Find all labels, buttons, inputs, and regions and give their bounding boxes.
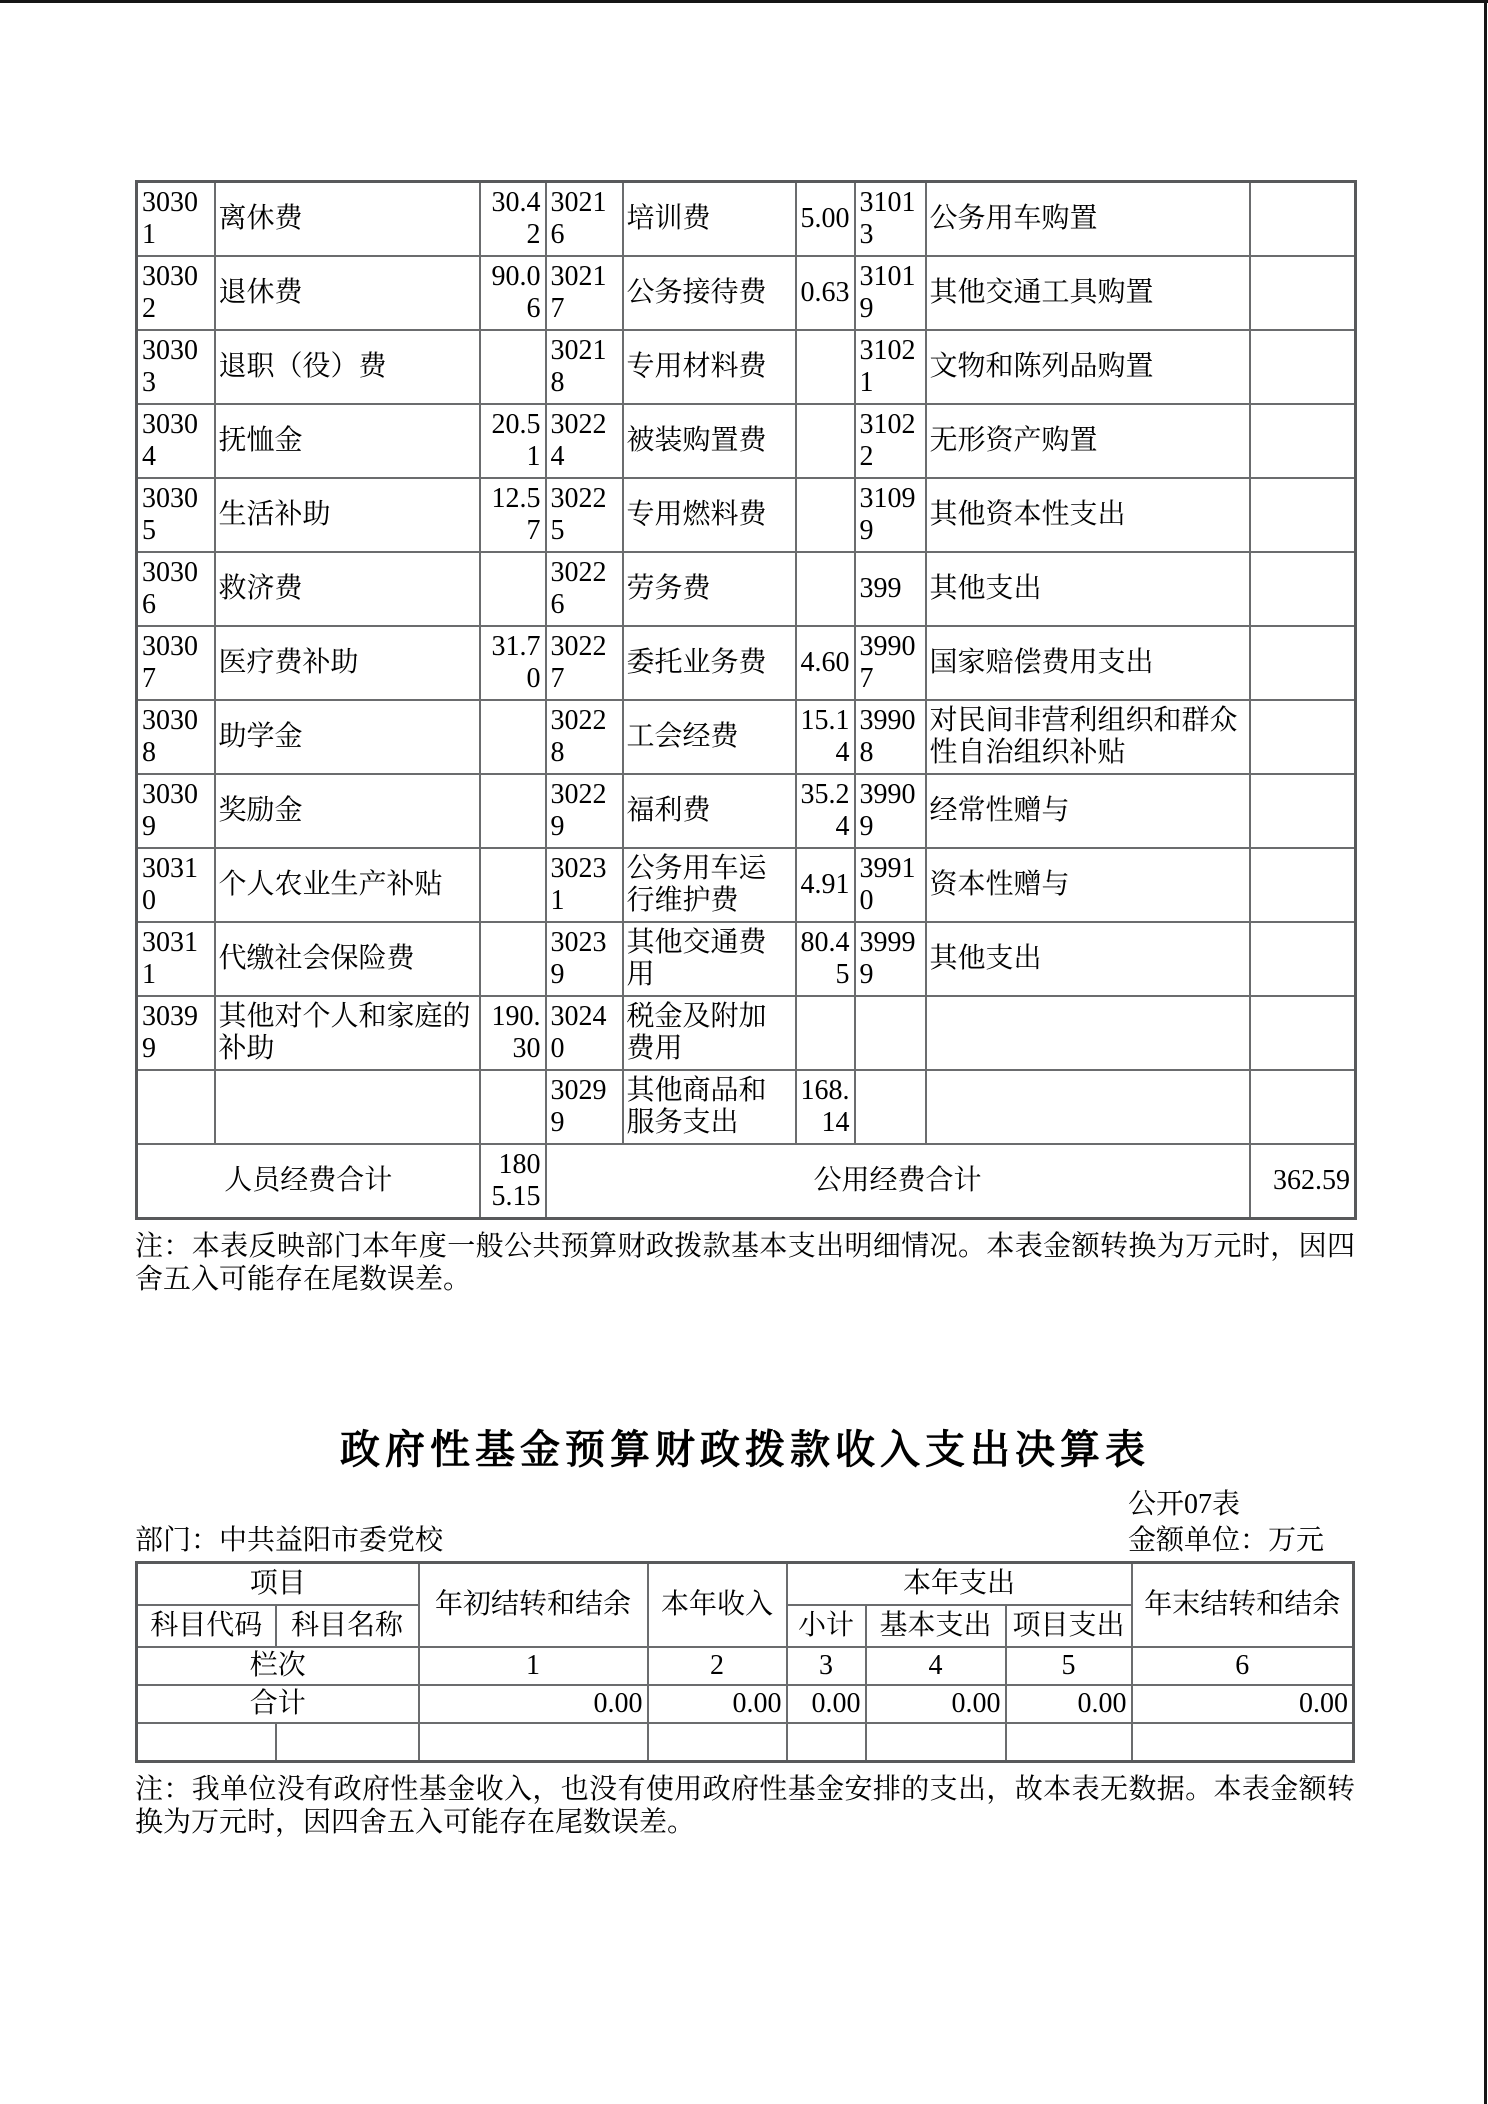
subject-code-cell: 39908 [855,700,926,774]
amount-cell: 12.57 [480,478,546,552]
subject-code-cell: 30227 [546,626,623,700]
subject-name-cell: 专用燃料费 [623,478,796,552]
page-title: 政府性基金预算财政拨款收入支出决算表 [340,1427,1150,1472]
amount-cell [1250,774,1356,848]
amount-cell [480,552,546,626]
page-border-right-line [1484,0,1487,2104]
amount-cell: 168.14 [796,1070,855,1144]
subject-code-cell: 39999 [855,922,926,996]
subject-name-cell: 专用材料费 [623,330,796,404]
subject-name-cell: 经常性赠与 [926,774,1250,848]
empty-cell [276,1723,419,1762]
amount-cell: 5.00 [796,182,855,257]
subject-name-cell: 劳务费 [623,552,796,626]
header-current-expenditure: 本年支出 [787,1563,1132,1606]
table-row [137,996,1356,1070]
subject-name-cell [926,996,1250,1070]
subject-code-cell [137,1070,215,1144]
subject-name-cell: 委托业务费 [623,626,796,700]
table-row [137,552,1356,626]
personnel-total-value: 1805.15 [480,1144,546,1219]
amount-cell: 31.70 [480,626,546,700]
subject-name-cell: 国家赔偿费用支出 [926,626,1250,700]
amount-cell [1250,700,1356,774]
amount-cell: 190.30 [480,996,546,1070]
table-row [137,774,1356,848]
amount-cell [480,330,546,404]
amount-cell [480,774,546,848]
subject-name-cell: 其他支出 [926,552,1250,626]
subject-code-cell: 39910 [855,848,926,922]
subject-code-cell: 30309 [137,774,215,848]
subject-name-cell: 其他交通费用 [623,922,796,996]
amount-cell [1250,922,1356,996]
subject-name-cell: 助学金 [215,700,480,774]
subject-code-cell: 399 [855,552,926,626]
subject-name-cell: 其他对个人和家庭的补助 [215,996,480,1070]
subject-code-cell: 30239 [546,922,623,996]
column-index-cell: 4 [866,1647,1006,1685]
subject-code-cell: 30307 [137,626,215,700]
subject-name-cell: 对民间非营利组织和群众性自治组织补贴 [926,700,1250,774]
amount-cell [1250,478,1356,552]
table-row [137,922,1356,996]
subject-code-cell: 30299 [546,1070,623,1144]
table1-note: 注：本表反映部门本年度一般公共预算财政拨款基本支出明细情况。本表金额转换为万元时，因四舍五入可能存在尾数误差。 [135,1231,1355,1295]
amount-cell [480,848,546,922]
subject-code-cell: 30240 [546,996,623,1070]
empty-cell [1132,1723,1354,1762]
empty-cell [787,1723,866,1762]
subject-code-cell: 30231 [546,848,623,922]
subject-code-cell: 39909 [855,774,926,848]
subject-name-cell: 其他交通工具购置 [926,256,1250,330]
table-row [137,182,1356,257]
total-value-cell: 0.00 [419,1685,648,1723]
table-row [137,330,1356,404]
amount-cell [480,700,546,774]
subject-code-cell: 30226 [546,552,623,626]
empty-cell [648,1723,787,1762]
subject-name-cell: 退职（役）费 [215,330,480,404]
column-index-cell: 1 [419,1647,648,1685]
column-index-cell: 5 [1006,1647,1132,1685]
subject-code-cell: 31019 [855,256,926,330]
header-closing-balance: 年末结转和结余 [1132,1563,1354,1648]
subject-code-cell: 31022 [855,404,926,478]
column-index-cell: 3 [787,1647,866,1685]
table-row [137,626,1356,700]
subject-code-cell: 30308 [137,700,215,774]
subject-code-cell: 30225 [546,478,623,552]
header-current-income: 本年收入 [648,1563,787,1648]
subject-code-cell: 30217 [546,256,623,330]
header-subject-code: 科目代码 [137,1605,276,1647]
page-content [135,180,1355,1839]
subject-code-cell: 31013 [855,182,926,257]
header-basic-expenditure: 基本支出 [866,1605,1006,1647]
header-row [137,1563,1354,1606]
amount-cell: 20.51 [480,404,546,478]
subject-code-cell: 30399 [137,996,215,1070]
totals-row [137,1144,1356,1219]
subject-code-cell: 30301 [137,182,215,257]
amount-cell: 15.14 [796,700,855,774]
amount-cell [796,404,855,478]
subject-name-cell: 福利费 [623,774,796,848]
total-value-cell: 0.00 [1132,1685,1354,1723]
empty-row [137,1723,1354,1762]
subject-code-cell: 30305 [137,478,215,552]
total-value-cell: 0.00 [648,1685,787,1723]
table-row [137,256,1356,330]
amount-cell [796,330,855,404]
header-project: 项目 [137,1563,419,1606]
amount-cell: 35.24 [796,774,855,848]
public-total-label: 公用经费合计 [546,1144,1250,1219]
amount-cell [1250,552,1356,626]
subject-name-cell: 退休费 [215,256,480,330]
empty-cell [1006,1723,1132,1762]
column-index-cell: 2 [648,1647,787,1685]
subject-code-cell: 30303 [137,330,215,404]
subject-code-cell: 30304 [137,404,215,478]
amount-cell: 4.60 [796,626,855,700]
subject-name-cell: 文物和陈列品购置 [926,330,1250,404]
subject-name-cell: 公务用车购置 [926,182,1250,257]
amount-cell: 0.63 [796,256,855,330]
table-row [137,848,1356,922]
subject-name-cell: 工会经费 [623,700,796,774]
table-number-label: 公开07表 [1128,1489,1241,1520]
column-index-row [137,1647,1354,1685]
total-row [137,1685,1354,1723]
subject-code-cell: 39907 [855,626,926,700]
column-index-label: 栏次 [137,1647,419,1685]
amount-cell [1250,330,1356,404]
subject-code-cell [855,996,926,1070]
page-border-top-line [0,0,1488,3]
subject-code-cell: 30216 [546,182,623,257]
subject-name-cell [215,1070,480,1144]
subject-name-cell: 个人农业生产补贴 [215,848,480,922]
total-value-cell: 0.00 [787,1685,866,1723]
empty-cell [866,1723,1006,1762]
subject-name-cell: 被装购置费 [623,404,796,478]
subject-name-cell: 资本性赠与 [926,848,1250,922]
table-row [137,404,1356,478]
subject-code-cell: 30310 [137,848,215,922]
amount-cell [1250,256,1356,330]
total-value-cell: 0.00 [866,1685,1006,1723]
subject-name-cell: 无形资产购置 [926,404,1250,478]
amount-cell [1250,404,1356,478]
subject-code-cell: 30229 [546,774,623,848]
subject-code-cell: 30224 [546,404,623,478]
unit-label: 金额单位：万元 [1128,1525,1325,1556]
header-opening-balance: 年初结转和结余 [419,1563,648,1648]
department-label: 部门：中共益阳市委党校 [135,1525,444,1556]
total-label: 合计 [137,1685,419,1723]
subject-name-cell: 救济费 [215,552,480,626]
subject-code-cell: 30218 [546,330,623,404]
subject-name-cell: 其他商品和服务支出 [623,1070,796,1144]
table-row [137,1070,1356,1144]
amount-cell [480,1070,546,1144]
column-index-cell: 6 [1132,1647,1354,1685]
subject-name-cell: 代缴社会保险费 [215,922,480,996]
subject-name-cell: 其他支出 [926,922,1250,996]
subject-name-cell: 奖励金 [215,774,480,848]
subject-name-cell: 抚恤金 [215,404,480,478]
subject-name-cell: 其他资本性支出 [926,478,1250,552]
subject-name-cell: 公务用车运行维护费 [623,848,796,922]
amount-cell: 30.42 [480,182,546,257]
subject-name-cell: 培训费 [623,182,796,257]
amount-cell [480,922,546,996]
table2-meta-row [135,1524,1355,1560]
amount-cell [1250,182,1356,257]
amount-cell [1250,996,1356,1070]
total-value-cell: 0.00 [1006,1685,1132,1723]
amount-cell: 4.91 [796,848,855,922]
subject-code-cell: 30302 [137,256,215,330]
amount-cell: 90.06 [480,256,546,330]
subject-code-cell [855,1070,926,1144]
amount-cell [1250,1070,1356,1144]
amount-cell [796,478,855,552]
empty-cell [419,1723,648,1762]
table2-note: 注：我单位没有政府性基金收入，也没有使用政府性基金安排的支出，故本表无数据。本表金额转换为万元时，因四舍五入可能存在尾数误差。 [135,1774,1355,1838]
amount-cell: 80.45 [796,922,855,996]
header-subject-name: 科目名称 [276,1605,419,1647]
government-fund-table [135,1561,1355,1763]
header-project-expenditure: 项目支出 [1006,1605,1132,1647]
subject-name-cell: 生活补助 [215,478,480,552]
public-total-value: 362.59 [1250,1144,1356,1219]
subject-code-cell: 30306 [137,552,215,626]
subject-name-cell [926,1070,1250,1144]
basic-expenditure-detail-table [135,180,1357,1220]
subject-code-cell: 30311 [137,922,215,996]
amount-cell [1250,848,1356,922]
personnel-total-label: 人员经费合计 [137,1144,480,1219]
header-subtotal: 小计 [787,1605,866,1647]
subject-name-cell: 税金及附加费用 [623,996,796,1070]
subject-name-cell: 离休费 [215,182,480,257]
table-row [137,700,1356,774]
amount-cell [796,996,855,1070]
empty-cell [137,1723,276,1762]
subject-code-cell: 31021 [855,330,926,404]
table-row [137,478,1356,552]
subject-name-cell: 公务接待费 [623,256,796,330]
subject-code-cell: 31099 [855,478,926,552]
subject-code-cell: 30228 [546,700,623,774]
subject-name-cell: 医疗费补助 [215,626,480,700]
amount-cell [1250,626,1356,700]
amount-cell [796,552,855,626]
